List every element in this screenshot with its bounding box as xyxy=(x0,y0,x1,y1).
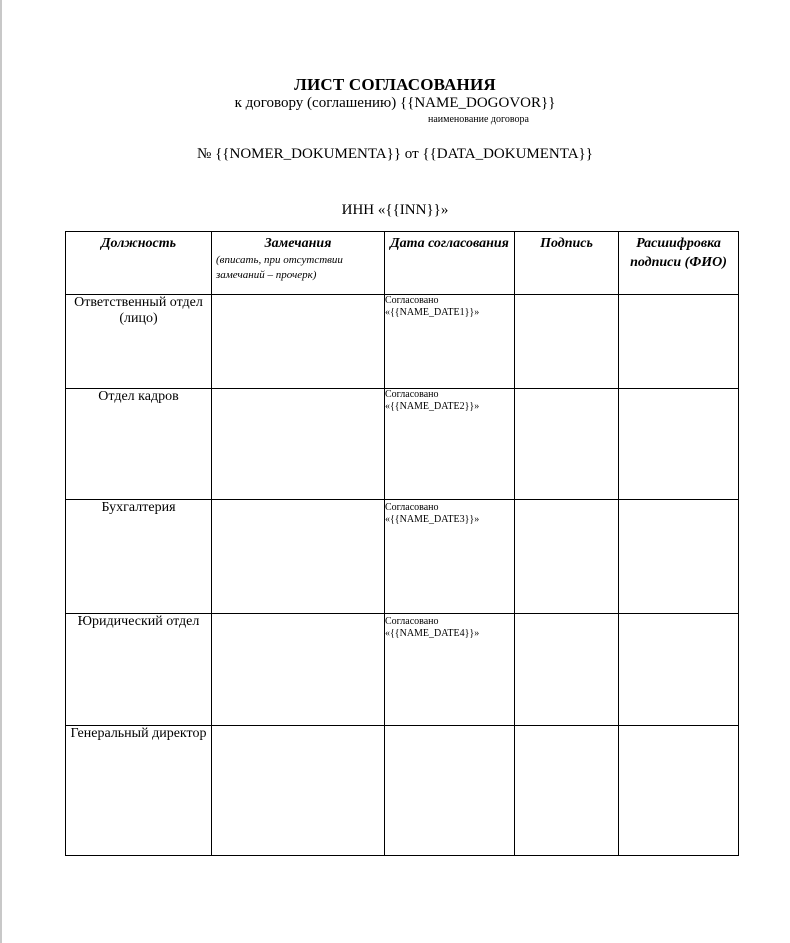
row-date-cell[interactable]: Согласовано «{{NAME_DATE1}}» xyxy=(385,295,515,389)
header-position: Должность xyxy=(66,232,212,295)
table-row xyxy=(66,500,739,614)
table-row xyxy=(66,726,739,856)
row-position: Юридический отдел xyxy=(66,614,212,726)
table-header-row xyxy=(66,232,739,295)
header-remarks-hint: (вписать, при отсутствии замечаний – прочерк) xyxy=(216,254,343,281)
row-remarks-cell[interactable] xyxy=(212,389,385,500)
document-number-line: № {{NOMER_DOKUMENTA}} от {{DATA_DOKUMENTA}} xyxy=(197,146,593,162)
header-date: Дата согласования xyxy=(385,232,515,295)
row-signature-cell[interactable] xyxy=(515,726,619,856)
table-row xyxy=(66,389,739,500)
inn-line: ИНН «{{INN}}» xyxy=(341,202,449,218)
document-title: ЛИСТ СОГЛАСОВАНИЯ xyxy=(294,75,496,94)
row-date-cell[interactable] xyxy=(385,726,515,856)
row-remarks-cell[interactable] xyxy=(212,614,385,726)
approval-table xyxy=(65,231,739,856)
row-remarks-cell[interactable] xyxy=(212,295,385,389)
row-decode-cell[interactable] xyxy=(619,726,739,856)
row-signature-cell[interactable] xyxy=(515,389,619,500)
row-date-cell[interactable]: Согласовано «{{NAME_DATE2}}» xyxy=(385,389,515,500)
row-position: Отдел кадров xyxy=(66,389,212,500)
header-signature: Подпись xyxy=(515,232,619,295)
row-remarks-cell[interactable] xyxy=(212,500,385,614)
row-remarks-cell[interactable] xyxy=(212,726,385,856)
row-signature-cell[interactable] xyxy=(515,614,619,726)
row-decode-cell[interactable] xyxy=(619,295,739,389)
row-signature-cell[interactable] xyxy=(515,295,619,389)
row-signature-cell[interactable] xyxy=(515,500,619,614)
header-remarks: Замечания (вписать, при отсутствии замечаний – прочерк) xyxy=(212,232,385,295)
document-subtitle: к договору (соглашению) {{NAME_DOGOVOR}} xyxy=(234,95,556,111)
row-decode-cell[interactable] xyxy=(619,614,739,726)
header-decode: Расшифровка подписи (ФИО) xyxy=(619,232,739,295)
row-position: Генеральный директор xyxy=(66,726,212,856)
row-date-cell[interactable]: Согласовано «{{NAME_DATE3}}» xyxy=(385,500,515,614)
table-row xyxy=(66,614,739,726)
table-row xyxy=(66,295,739,389)
row-decode-cell[interactable] xyxy=(619,500,739,614)
row-decode-cell[interactable] xyxy=(619,389,739,500)
row-date-cell[interactable]: Согласовано «{{NAME_DATE4}}» xyxy=(385,614,515,726)
row-position: Бухгалтерия xyxy=(66,500,212,614)
subtitle-hint: наименование договора xyxy=(428,114,529,125)
row-position: Ответственный отдел (лицо) xyxy=(66,295,212,389)
page-left-edge xyxy=(0,0,2,943)
